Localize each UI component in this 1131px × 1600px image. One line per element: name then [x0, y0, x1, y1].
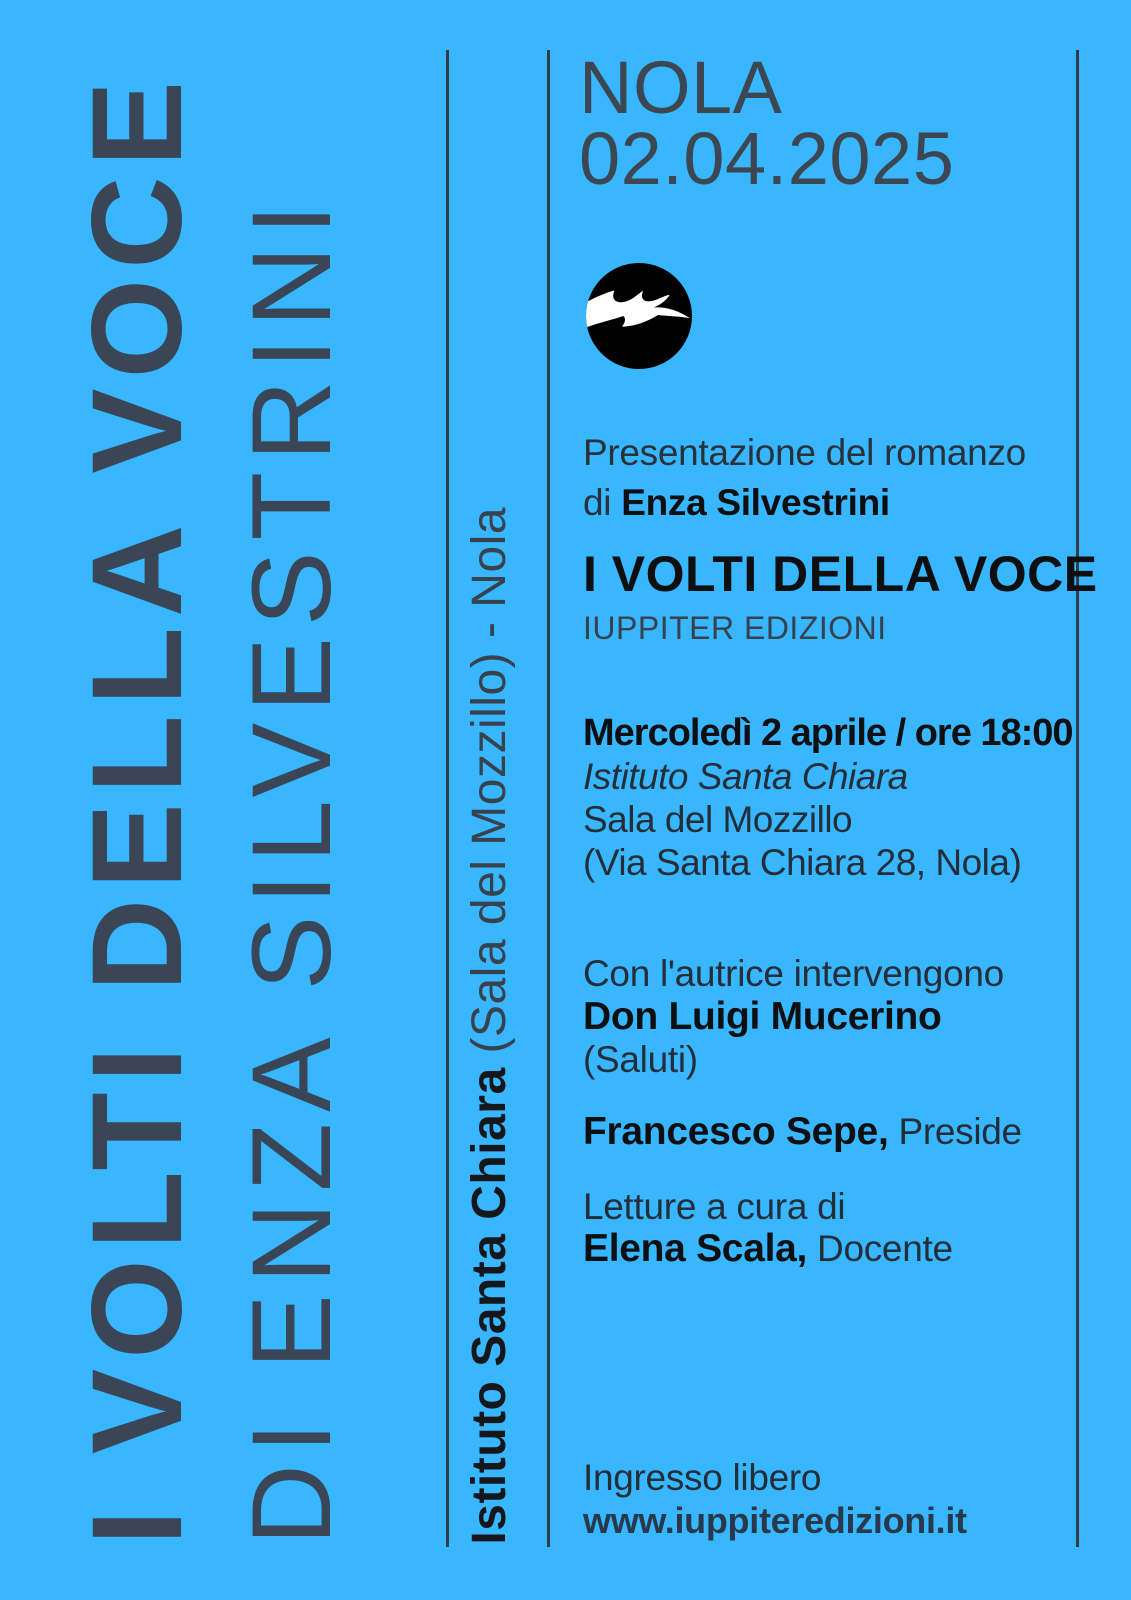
presentation-intro-line1: Presentazione del romanzo — [583, 432, 1026, 473]
speaker2-name: Francesco Sepe, — [583, 1110, 889, 1153]
publisher-name: IUPPITER EDIZIONI — [583, 610, 887, 646]
author-name: Enza Silvestrini — [621, 482, 890, 523]
speaker2-role: Preside — [888, 1111, 1022, 1152]
admission-text: Ingresso libero — [583, 1457, 822, 1498]
vertical-venue-institute: Istituto Santa Chiara — [463, 1067, 516, 1545]
divider-line-left-inner — [446, 50, 449, 1547]
divider-line-left-outer — [547, 50, 550, 1547]
vertical-title-author: DI ENZA SILVESTRINI — [229, 192, 354, 1545]
speaker1-note: (Saluti) — [583, 1039, 698, 1080]
header-city-date — [579, 46, 955, 200]
presentation-intro — [583, 428, 1026, 528]
event-room: Sala del Mozzillo — [583, 799, 853, 840]
author-prefix: di — [583, 482, 622, 523]
speakers-block — [583, 952, 1004, 1081]
vertical-venue-text — [463, 507, 516, 1545]
speaker2-line — [583, 1110, 1022, 1154]
event-datetime: Mercoledì 2 aprile / ore 18:00 — [583, 712, 1073, 754]
reader-role: Docente — [807, 1228, 953, 1269]
event-date: 02.04.2025 — [579, 117, 955, 200]
readings-label: Letture a cura di — [583, 1186, 846, 1227]
publisher-logo — [586, 263, 692, 369]
website-text: www.iuppiteredizioni.it — [583, 1500, 967, 1541]
divider-line-right — [1076, 50, 1079, 1547]
event-city: NOLA — [579, 46, 783, 129]
speakers-intro: Con l'autrice intervengono — [583, 953, 1004, 994]
book-title: I VOLTI DELLA VOCE — [583, 546, 1098, 602]
reader-name: Elena Scala, — [583, 1227, 808, 1270]
event-venue: Istituto Santa Chiara — [583, 756, 908, 797]
event-address: (Via Santa Chiara 28, Nola) — [583, 842, 1022, 883]
readings-block — [583, 1186, 953, 1270]
event-details — [583, 712, 1073, 884]
vertical-title-main: I VOLTI DELLA VOCE — [66, 70, 209, 1545]
vertical-venue-room-city: (Sala del Mozzillo) - Nola — [463, 507, 516, 1068]
speaker1-name: Don Luigi Mucerino — [583, 995, 942, 1038]
presentation-intro-line2 — [583, 478, 1026, 528]
reader-line — [583, 1228, 953, 1270]
